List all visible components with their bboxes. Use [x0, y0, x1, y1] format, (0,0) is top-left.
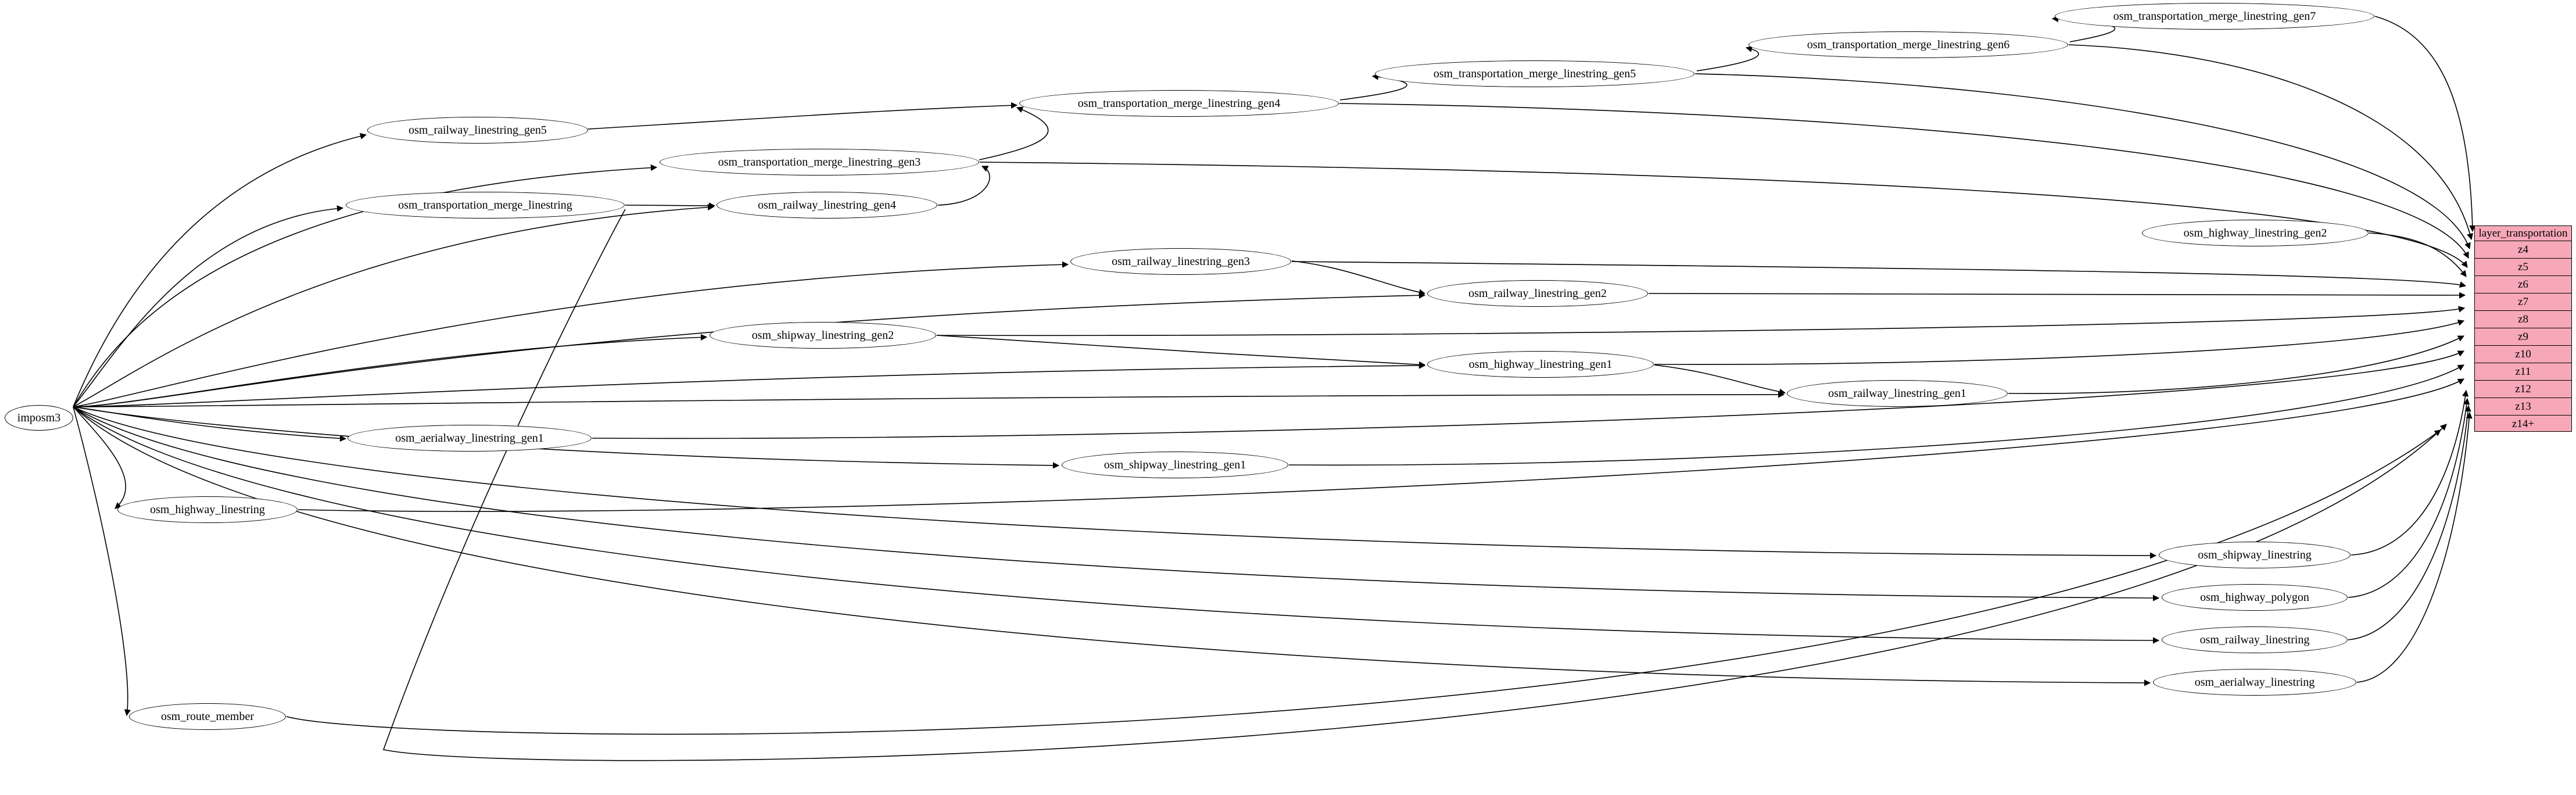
node-osm-transportation-merge-linestring[interactable] — [346, 192, 625, 219]
table-row-z13[interactable]: z13 — [2475, 398, 2571, 416]
node-label: osm_aerialway_linestring — [2194, 675, 2315, 689]
node-osm-aerialway-linestring[interactable] — [2153, 669, 2356, 696]
table-row-z7[interactable]: z7 — [2475, 293, 2571, 311]
node-label: osm_highway_linestring — [150, 503, 265, 516]
node-osm-route-member[interactable] — [129, 703, 286, 730]
node-label: osm_transportation_merge_linestring_gen6 — [1807, 38, 2010, 51]
node-osm-shipway-linestring-gen2[interactable] — [710, 322, 936, 349]
node-label: osm_transportation_merge_linestring_gen7 — [2113, 9, 2316, 23]
node-osm-highway-linestring[interactable] — [117, 496, 298, 523]
node-label: osm_transportation_merge_linestring_gen3 — [718, 155, 921, 169]
node-osm-shipway-linestring[interactable] — [2159, 542, 2351, 568]
node-osm-railway-linestring-gen2[interactable] — [1427, 280, 1648, 307]
node-label: osm_transportation_merge_linestring_gen4 — [1077, 96, 1281, 110]
node-osm-railway-linestring-gen3[interactable] — [1070, 248, 1291, 275]
node-label: osm_highway_linestring_gen2 — [2183, 226, 2327, 239]
node-label: osm_railway_linestring_gen4 — [758, 198, 896, 212]
table-row-z10[interactable]: z10 — [2475, 346, 2571, 363]
node-label: osm_railway_linestring_gen3 — [1112, 255, 1250, 268]
node-osm-transportation-merge-linestring-gen5[interactable] — [1375, 60, 1694, 87]
node-label: osm_shipway_linestring_gen1 — [1104, 458, 1246, 471]
node-osm-highway-linestring-gen1[interactable] — [1427, 351, 1654, 378]
node-osm-aerialway-linestring-gen1[interactable] — [347, 425, 592, 452]
node-osm-shipway-linestring-gen1[interactable] — [1062, 452, 1288, 478]
node-osm-transportation-merge-linestring-gen3[interactable] — [660, 149, 979, 176]
node-osm-railway-linestring-gen4[interactable] — [716, 192, 937, 219]
node-label: osm_railway_linestring_gen5 — [409, 123, 547, 137]
node-label: osm_route_member — [161, 710, 254, 723]
node-label: osm_highway_linestring_gen1 — [1468, 357, 1613, 371]
node-osm-transportation-merge-linestring-gen6[interactable] — [1749, 31, 2068, 58]
node-osm-railway-linestring-gen1[interactable] — [1787, 380, 2008, 407]
table-row-z5[interactable]: z5 — [2475, 259, 2571, 276]
table-row-z14plus[interactable]: z14+ — [2511, 418, 2535, 430]
table-row-z11[interactable]: z11 — [2475, 363, 2571, 381]
table-row-z4[interactable]: z4 — [2475, 241, 2571, 259]
node-label: osm_aerialway_linestring_gen1 — [395, 431, 544, 445]
node-label: osm_railway_linestring_gen1 — [1828, 386, 1966, 400]
node-osm-transportation-merge-linestring-gen7[interactable] — [2055, 3, 2374, 30]
node-label: osm_transportation_merge_linestring — [398, 198, 572, 212]
node-label: osm_transportation_merge_linestring_gen5 — [1433, 67, 1636, 80]
node-label: osm_railway_linestring_gen2 — [1468, 287, 1607, 300]
node-label: osm_railway_linestring — [2199, 633, 2310, 646]
layer-transportation-table[interactable] — [2474, 225, 2572, 432]
node-osm-railway-linestring-gen5[interactable] — [367, 117, 588, 144]
node-osm-transportation-merge-linestring-gen4[interactable] — [1019, 90, 1339, 117]
node-label: osm_shipway_linestring — [2198, 548, 2312, 561]
node-label: osm_highway_polygon — [2200, 590, 2309, 604]
node-osm-railway-linestring[interactable] — [2162, 626, 2348, 653]
node-osm-highway-polygon[interactable] — [2162, 584, 2348, 611]
node-imposm3[interactable] — [5, 405, 73, 431]
table-row-z6[interactable]: z6 — [2475, 276, 2571, 293]
table-header: layer_transportation — [2475, 226, 2571, 241]
node-osm-highway-linestring-gen2[interactable] — [2142, 220, 2369, 246]
table-row-z8[interactable]: z8 — [2475, 311, 2571, 328]
node-label: osm_shipway_linestring_gen2 — [751, 328, 894, 342]
table-row-z9[interactable]: z9 — [2475, 328, 2571, 346]
node-label: imposm3 — [17, 411, 61, 424]
table-row-z12[interactable]: z12 — [2475, 381, 2571, 398]
